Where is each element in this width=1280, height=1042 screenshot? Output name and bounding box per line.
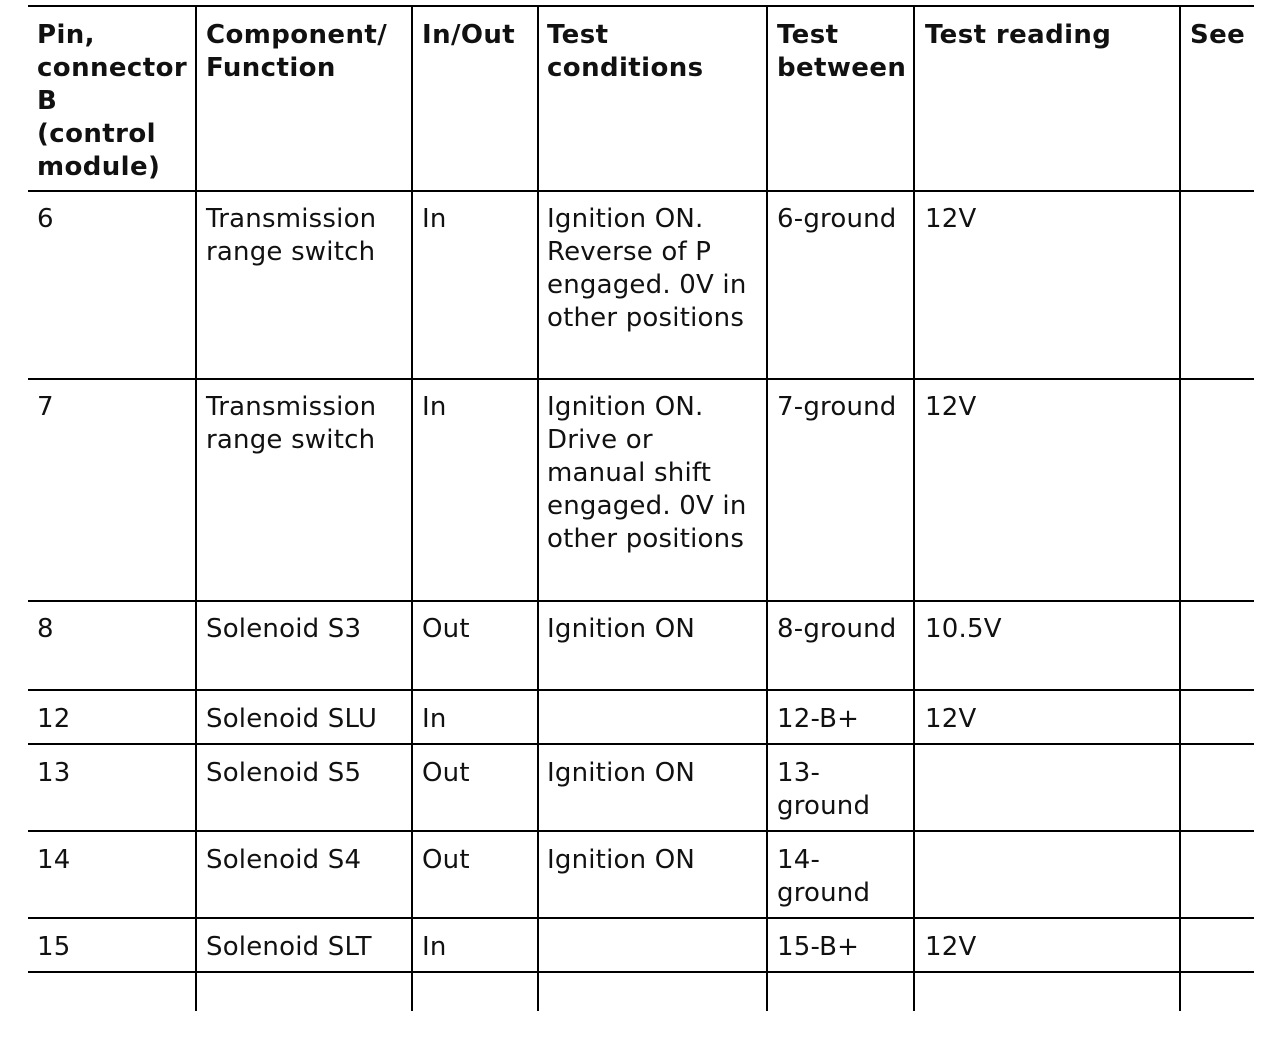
table-cell-in-out: Out (422, 614, 470, 644)
table-cell-pin: 13 (37, 758, 71, 788)
table-cell-pin: 6 (37, 204, 54, 234)
table-row-divider (28, 971, 1254, 973)
table-cell-component: Transmission range switch (206, 392, 377, 455)
table-cell-component: Solenoid SLU (206, 704, 378, 734)
table-cell-test-reading: 10.5V (925, 614, 1002, 644)
table-row-divider (28, 830, 1254, 832)
table-cell-component: Transmission range switch (206, 204, 377, 267)
column-header-test-conditions: Test conditions (547, 20, 704, 83)
table-row-divider (28, 190, 1254, 192)
table-cell-test-reading: 12V (925, 204, 977, 234)
table-cell-in-out: In (422, 392, 447, 422)
table-cell-test-between: 8-ground (777, 614, 897, 644)
table-column-divider (766, 6, 768, 1011)
table-cell-pin: 7 (37, 392, 54, 422)
table-column-divider (913, 6, 915, 1011)
table-cell-in-out: In (422, 204, 447, 234)
table-cell-test-reading: 12V (925, 392, 977, 422)
table-cell-in-out: In (422, 704, 447, 734)
table-row-divider (28, 917, 1254, 919)
table-column-divider (537, 6, 539, 1011)
table-cell-test-between: 6-ground (777, 204, 897, 234)
table-cell-component: Solenoid S3 (206, 614, 362, 644)
table-column-divider (411, 6, 413, 1011)
column-header-component: Component/ Function (206, 20, 388, 83)
column-header-see: See (1190, 20, 1246, 50)
column-header-pin: Pin, connector B (control module) (37, 20, 188, 182)
table-row-divider (28, 5, 1254, 7)
table-cell-test-reading: 12V (925, 932, 977, 962)
table-cell-test-reading: 12V (925, 704, 977, 734)
table-cell-test-conditions: Ignition ON (547, 758, 696, 788)
table-cell-test-conditions: Ignition ON. Drive or manual shift engaged. 0V in other positions (547, 392, 747, 554)
table-cell-test-between: 7-ground (777, 392, 897, 422)
table-row-divider (28, 743, 1254, 745)
table-cell-test-conditions: Ignition ON (547, 845, 696, 875)
table-column-divider (195, 6, 197, 1011)
table-cell-component: Solenoid S5 (206, 758, 362, 788)
column-header-test-between: Test between (777, 20, 907, 83)
table-cell-in-out: Out (422, 845, 470, 875)
table-cell-in-out: Out (422, 758, 470, 788)
table-cell-pin: 12 (37, 704, 71, 734)
table-cell-component: Solenoid S4 (206, 845, 362, 875)
table-cell-in-out: In (422, 932, 447, 962)
column-header-in-out: In/Out (422, 20, 516, 50)
table-cell-test-conditions: Ignition ON (547, 614, 696, 644)
table-row-divider (28, 600, 1254, 602)
table-cell-pin: 14 (37, 845, 71, 875)
table-cell-test-between: 12-B+ (777, 704, 860, 734)
table-cell-test-between: 13- ground (777, 758, 871, 821)
table-row-divider (28, 689, 1254, 691)
table-cell-pin: 15 (37, 932, 71, 962)
table-column-divider (1179, 6, 1181, 1011)
table-cell-component: Solenoid SLT (206, 932, 372, 962)
table-cell-test-between: 14- ground (777, 845, 871, 908)
table-cell-test-between: 15-B+ (777, 932, 860, 962)
table-cell-test-conditions: Ignition ON. Reverse of P engaged. 0V in other positions (547, 204, 747, 333)
table-cell-pin: 8 (37, 614, 54, 644)
table-row-divider (28, 378, 1254, 380)
column-header-test-reading: Test reading (925, 20, 1112, 50)
